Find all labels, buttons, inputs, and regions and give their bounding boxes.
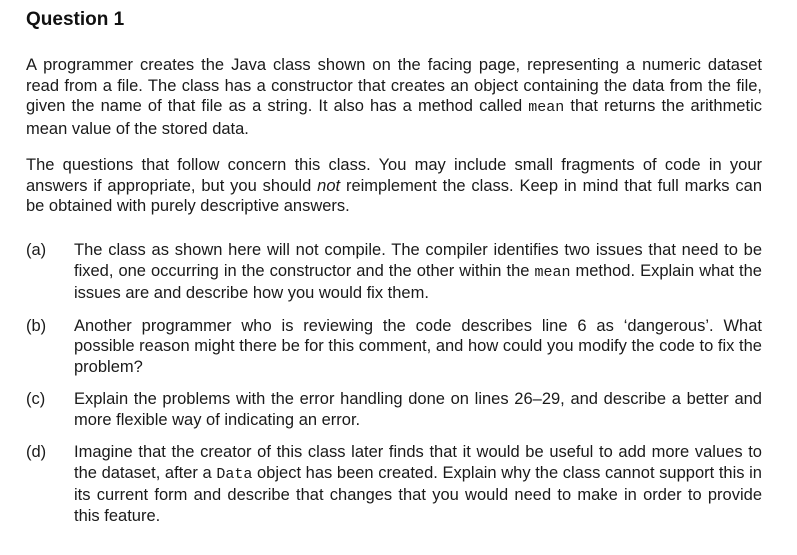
intro-p2-text-start: The questions that follow concern this class. You may include small fragments of code in your answers if appropriate, but you should — [26, 156, 762, 195]
question-text — [74, 442, 762, 526]
question-d-text-start: Imagine that the creator of this class later finds that it would be useful to add more values to the dataset, after a — [74, 443, 762, 482]
question-c — [26, 389, 774, 430]
question-list — [26, 240, 774, 538]
question-label: (b) — [26, 316, 47, 335]
question-label: (c) — [26, 390, 46, 408]
question-a-text-start: The class as shown here will not compile. The compiler identifies two issues that need to be fixed, one occurring in the constructor and the other within the — [74, 241, 762, 280]
question-text — [74, 240, 762, 304]
question-heading: Question 1 — [26, 9, 125, 30]
question-label: (a) — [26, 241, 47, 259]
question-a — [26, 240, 774, 304]
intro-p2-text-end: reimplement the class. Keep in mind that full marks can be obtained with purely descriptive answers. — [26, 176, 762, 215]
question-d — [26, 442, 774, 526]
question-b — [26, 316, 774, 378]
question-text: Explain the problems with the error handling done on lines 26–29, and describe a better and more flexible way of indicating an error. — [74, 390, 762, 429]
intro-paragraph-2 — [26, 155, 762, 217]
question-a-code-mean: mean — [534, 263, 571, 281]
intro-p1-code-mean: mean — [528, 99, 565, 116]
question-text: Another programmer who is reviewing the code describes line 6 as ‘dangerous’. What possible reason might there be for this comment, and how could you modify the code to fix the problem? — [74, 316, 762, 376]
intro-p1-text-end: that returns the arithmetic mean value of the stored data. — [26, 97, 762, 138]
question-d-text-end: object has been created. Explain why the class cannot support this in its current form and describe that changes that you would need to make in order to provide this feature. — [74, 463, 762, 525]
intro-paragraph-1 — [26, 55, 762, 139]
question-a-text-end: method. Explain what the issues are and describe how you would fix them. — [74, 261, 762, 302]
intro-p1-text-start: A programmer creates the Java class shown on the facing page, representing a numeric dataset read from a file. The class has a constructor that creates an object containing the data from the file, given the name of that file as a string. It also has a method called — [26, 56, 762, 115]
question-label: (d) — [26, 443, 47, 461]
intro-p2-emphasis: not — [317, 176, 341, 195]
question-d-code-data: Data — [216, 465, 253, 483]
